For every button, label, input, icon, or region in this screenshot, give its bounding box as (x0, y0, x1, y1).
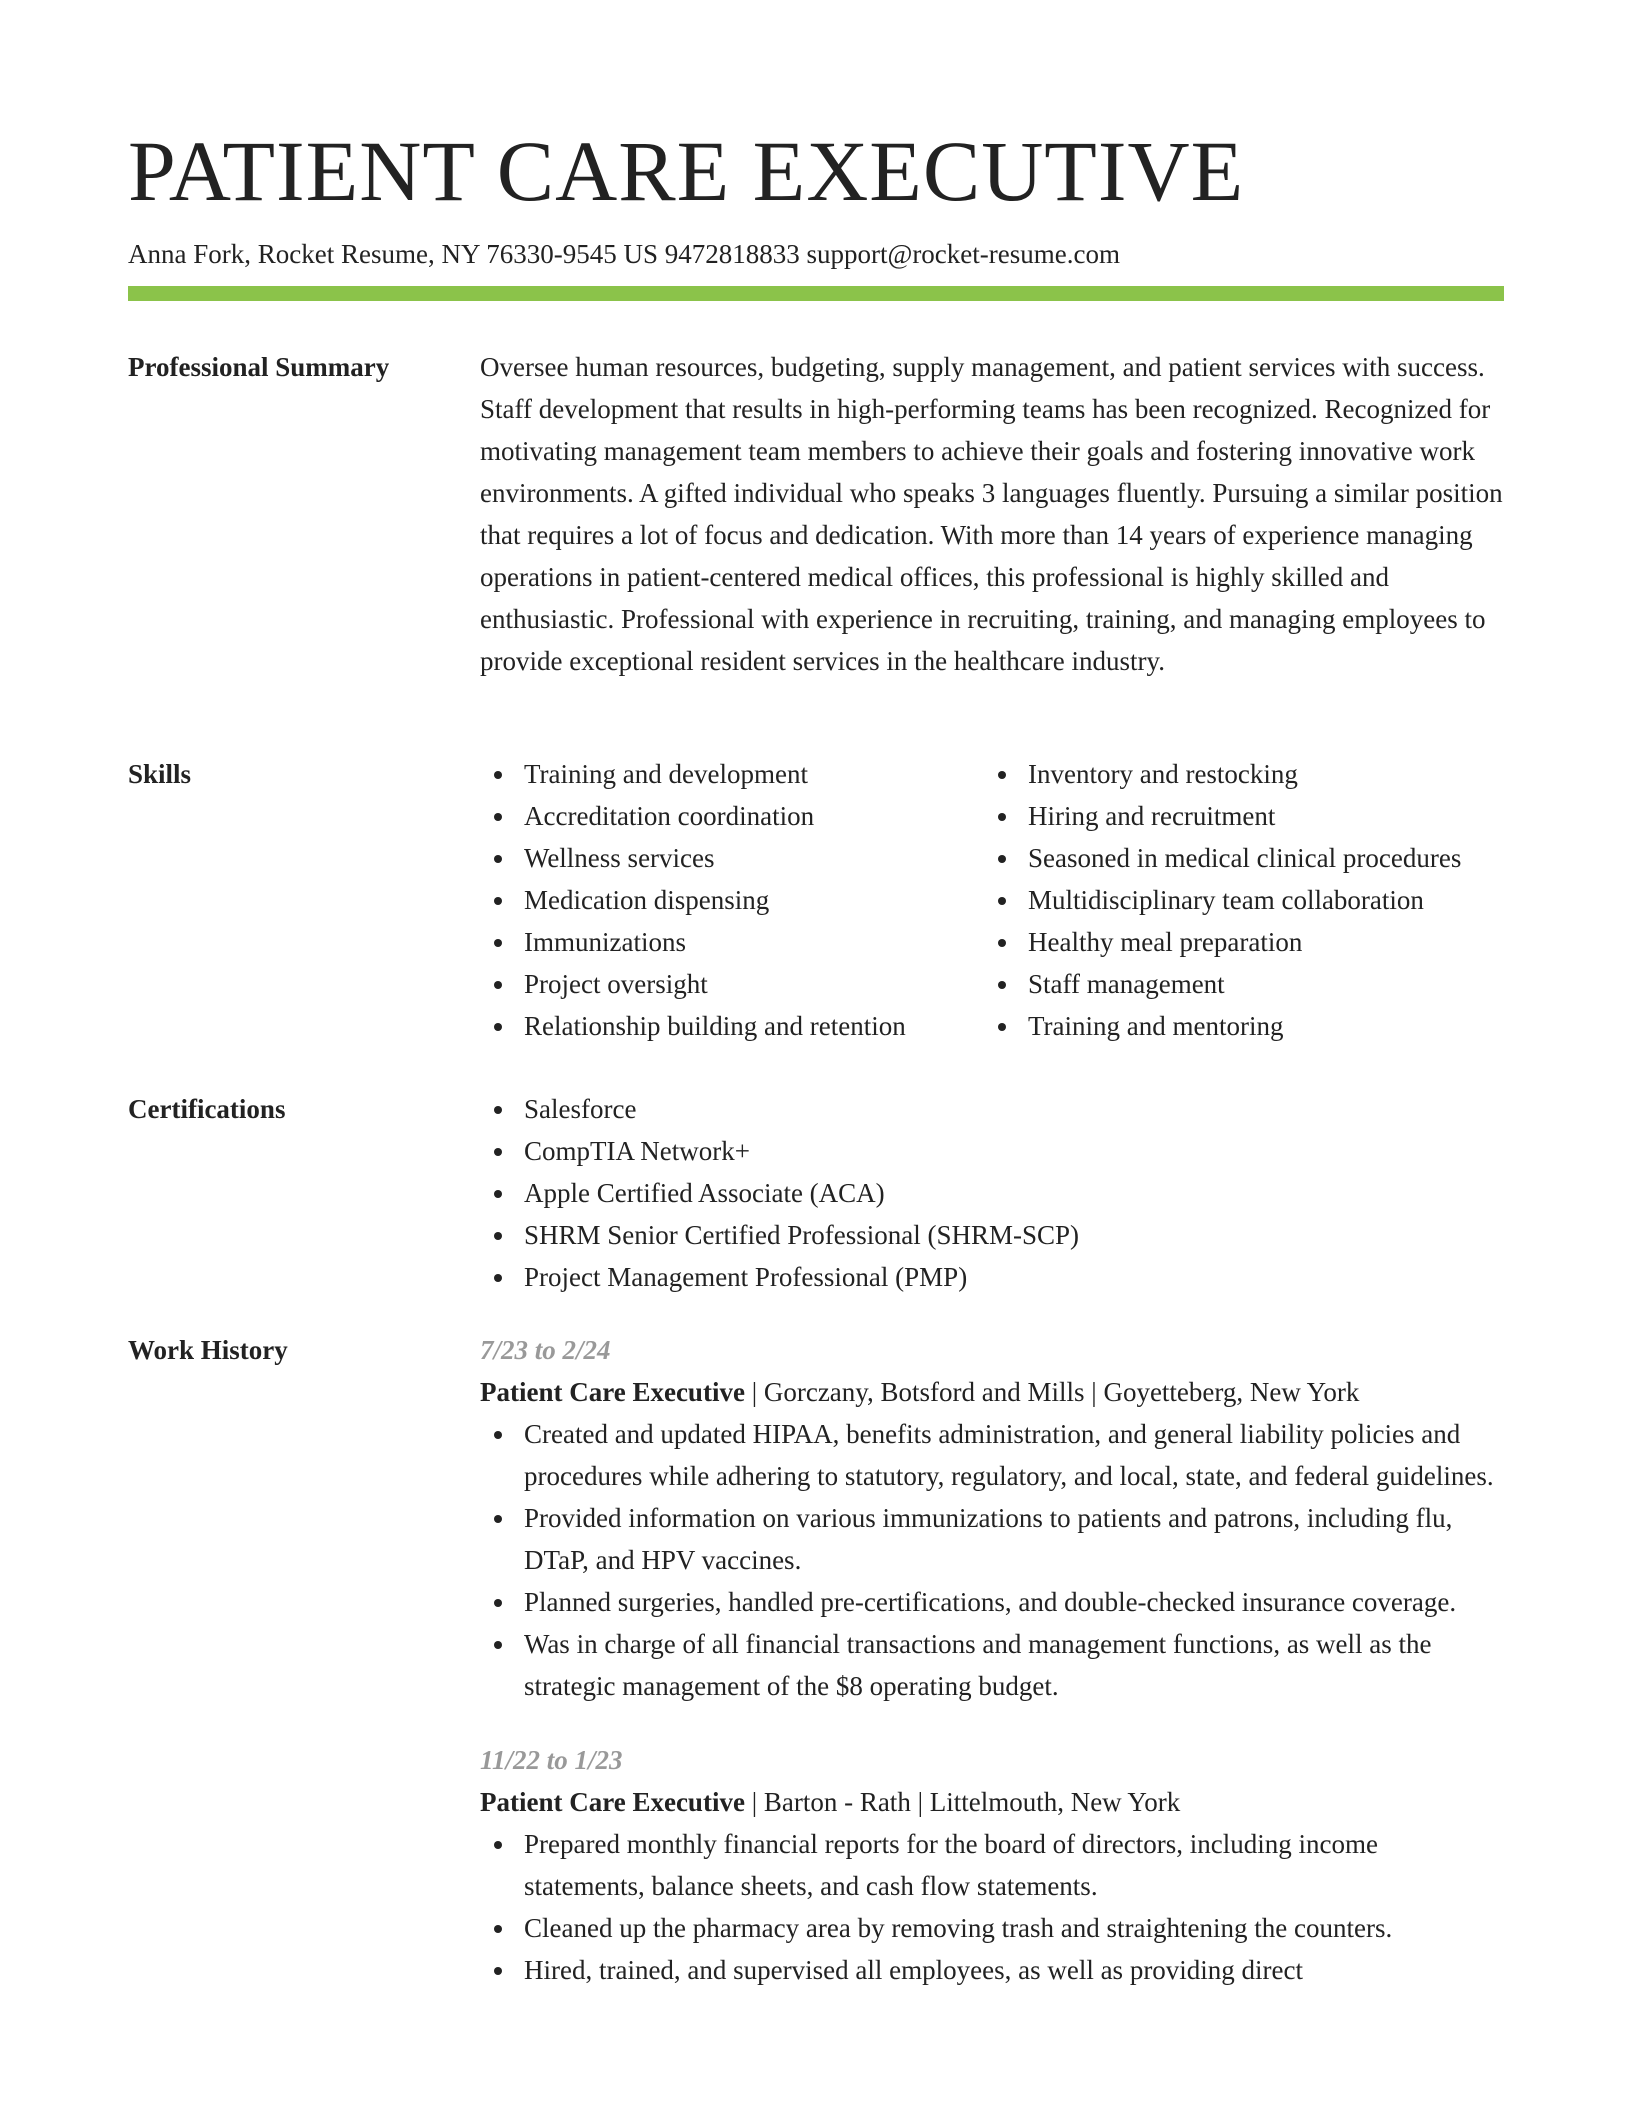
job-title: Patient Care Executive (480, 1377, 745, 1407)
section-label-summary: Professional Summary (128, 352, 390, 382)
resume-title: PATIENT CARE EXECUTIVE (128, 123, 1245, 219)
job-entry (480, 1329, 1504, 1707)
list-item: Relationship building and retention (480, 1005, 984, 1047)
summary-text: Oversee human resources, budgeting, supply management, and patient services with success. Staff development that results in high-performing teams has been recognized. Recognized for motivating management team members to achieve their goals and fostering innovative work environments. A gifted individual who speaks 3 languages fluently. Pursuing a similar position that requires a lot of focus and dedication. With more than 14 years of experience managing operations in patient-centered medical offices, this professional is highly skilled and enthusiastic. Professional with experience in recruiting, training, and managing employees to provide exceptional resident services in the healthcare industry. (480, 352, 1503, 676)
job-bullets (480, 1413, 1504, 1707)
job-heading (480, 1371, 1504, 1413)
list-item: SHRM Senior Certified Professional (SHRM-SCP) (480, 1214, 1504, 1256)
list-item: Healthy meal preparation (984, 921, 1488, 963)
job-title: Patient Care Executive (480, 1787, 745, 1817)
list-item: Hired, trained, and supervised all employees, as well as providing direct (480, 1949, 1504, 1991)
job-heading (480, 1781, 1504, 1823)
contact-line: Anna Fork, Rocket Resume, NY 76330-9545 US 9472818833 support@rocket-resume.com (128, 239, 1120, 269)
skills-list-right (984, 753, 1488, 1047)
list-item: Medication dispensing (480, 879, 984, 921)
job-entry (480, 1739, 1504, 1991)
list-item: Accreditation coordination (480, 795, 984, 837)
list-item: Prepared monthly financial reports for the board of directors, including income statements, balance sheets, and cash flow statements. (480, 1823, 1504, 1907)
section-label-skills: Skills (128, 759, 192, 789)
section-label-certifications: Certifications (128, 1094, 286, 1124)
list-item: Was in charge of all financial transactions and management functions, as well as the strategic management of the $8 operating budget. (480, 1623, 1504, 1707)
resume-header (128, 116, 1504, 272)
section-label-work-history: Work History (128, 1335, 288, 1365)
list-item: Inventory and restocking (984, 753, 1488, 795)
list-item: Created and updated HIPAA, benefits administration, and general liability policies and procedures while adhering to statutory, regulatory, and local, state, and federal guidelines. (480, 1413, 1504, 1497)
skills-list-left (480, 753, 984, 1047)
job-dates: 11/22 to 1/23 (480, 1745, 623, 1775)
job-bullets (480, 1823, 1504, 1991)
list-item: CompTIA Network+ (480, 1130, 1504, 1172)
list-item: Project Management Professional (PMP) (480, 1256, 1504, 1298)
list-item: Training and mentoring (984, 1005, 1488, 1047)
job-dates: 7/23 to 2/24 (480, 1335, 611, 1365)
list-item: Wellness services (480, 837, 984, 879)
job-employer-location: | Gorczany, Botsford and Mills | Goyetteberg, New York (744, 1377, 1360, 1407)
list-item: Immunizations (480, 921, 984, 963)
list-item: Multidisciplinary team collaboration (984, 879, 1488, 921)
list-item: Staff management (984, 963, 1488, 1005)
list-item: Planned surgeries, handled pre-certifications, and double-checked insurance coverage. (480, 1581, 1504, 1623)
list-item: Provided information on various immunizations to patients and patrons, including flu, DTaP, and HPV vaccines. (480, 1497, 1504, 1581)
list-item: Cleaned up the pharmacy area by removing trash and straightening the counters. (480, 1907, 1504, 1949)
list-item: Apple Certified Associate (ACA) (480, 1172, 1504, 1214)
job-employer-location: | Barton - Rath | Littelmouth, New York (744, 1787, 1181, 1817)
list-item: Training and development (480, 753, 984, 795)
list-item: Hiring and recruitment (984, 795, 1488, 837)
accent-divider (128, 286, 1504, 301)
certifications-list (480, 1088, 1504, 1298)
list-item: Salesforce (480, 1088, 1504, 1130)
list-item: Project oversight (480, 963, 984, 1005)
list-item: Seasoned in medical clinical procedures (984, 837, 1488, 879)
